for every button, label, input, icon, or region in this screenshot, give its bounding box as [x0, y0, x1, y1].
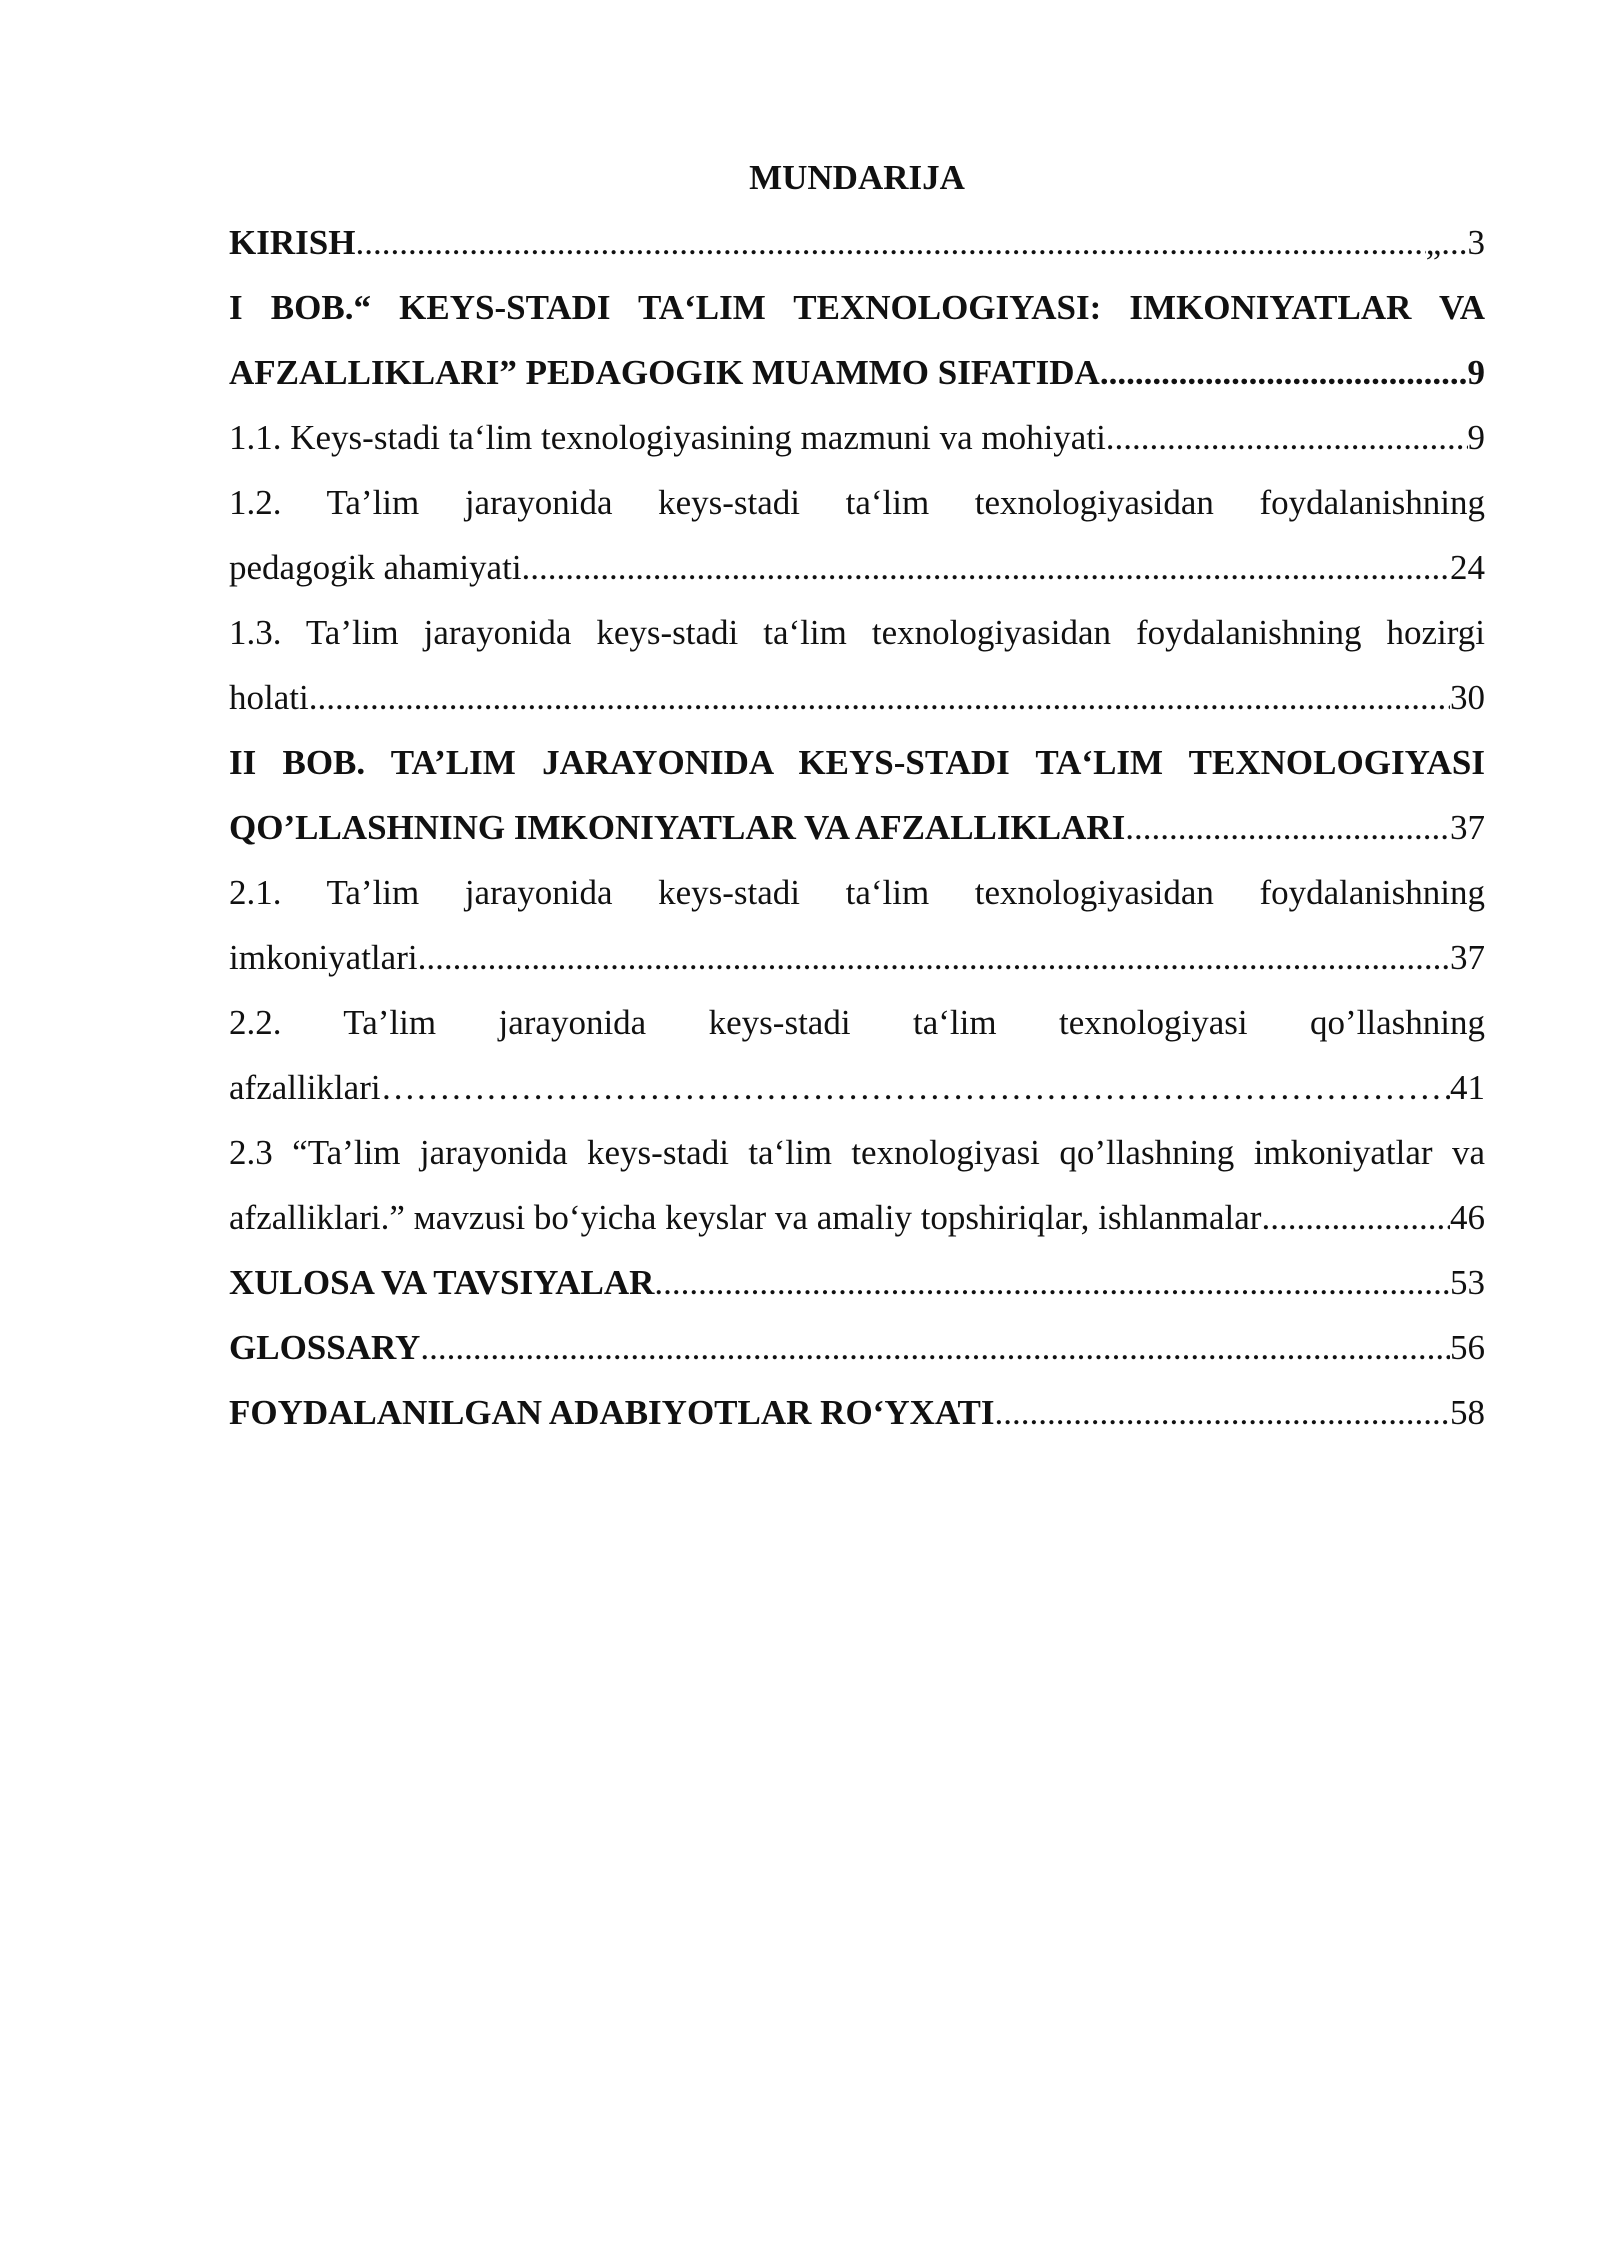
toc-page-number: 56 [1450, 1328, 1485, 1367]
toc-entry-label: AFZALLIKLARI” PEDAGOGIK MUAMMO SIFATIDA [229, 353, 1100, 392]
toc-entry-label: KIRISH [229, 223, 356, 262]
dot-leader [1261, 1185, 1450, 1250]
toc-entry-2-1-line1[interactable]: 2.1. Ta’lim jarayonida keys-stadi ta‘lim texnologiyasidan foydalanishning [229, 873, 1485, 912]
toc-entry-label: afzalliklari.” мavzusi bo‘yicha keyslar va amaliy topshiriqlar, ishlanmalar [229, 1198, 1262, 1237]
toc-page-number: 9 [1467, 418, 1485, 457]
toc-entry-1-2-line1[interactable]: 1.2. Ta’lim jarayonida keys-stadi ta‘lim texnologiyasidan foydalanishning [229, 483, 1485, 522]
dot-leader [355, 210, 1425, 275]
dot-leader [654, 1250, 1450, 1315]
dot-leader [1125, 795, 1450, 860]
toc-entry-label: pedagogik ahamiyati [229, 548, 522, 587]
toc-entry-bob1-line1[interactable]: I BOB.“ KEYS-STADI TA‘LIM TEXNOLOGIYASI: IMKONIYATLAR VA [229, 288, 1485, 327]
toc-entry-1-2-line2[interactable] [229, 535, 1485, 600]
toc-page-number: 24 [1450, 548, 1485, 587]
toc-entry-2-2-line2[interactable] [229, 1055, 1485, 1120]
toc-entry-bob1-line2[interactable] [229, 340, 1485, 405]
toc-entry-label: afzalliklari [229, 1068, 381, 1107]
dot-leader [1100, 340, 1468, 405]
toc-entry-adabiyotlar[interactable] [229, 1380, 1485, 1445]
toc-page-number: 30 [1450, 678, 1485, 717]
toc-entry-label: XULOSA VA TAVSIYALAR [229, 1263, 655, 1302]
toc-entry-glossary[interactable] [229, 1315, 1485, 1380]
dot-leader [522, 535, 1450, 600]
toc-entry-kirish[interactable] [229, 210, 1485, 275]
toc-entry-1-1[interactable] [229, 405, 1485, 470]
toc-entry-xulosa[interactable] [229, 1250, 1485, 1315]
toc-page-number: 53 [1450, 1263, 1485, 1302]
toc-entry-2-3-line2[interactable] [229, 1185, 1485, 1250]
toc-entry-label: FOYDALANILGAN ADABIYOTLAR RO‘YXATI [229, 1393, 995, 1432]
toc-page-number: 58 [1450, 1393, 1485, 1432]
toc-page-number: 41 [1450, 1068, 1485, 1107]
dot-leader [418, 925, 1450, 990]
toc-entry-1-3-line2[interactable] [229, 665, 1485, 730]
toc-entry-label: QO’LLASHNING IMKONIYATLAR VA AFZALLIKLARI [229, 808, 1126, 847]
toc-page-number: „...3 [1425, 223, 1485, 262]
toc-entry-label: imkoniyatlari [229, 938, 418, 977]
toc-entry-label: 1.1. Keys-stadi ta‘lim texnologiyasining mazmuni va mohiyati [229, 418, 1106, 457]
dot-leader [309, 665, 1450, 730]
toc-entry-1-3-line1[interactable]: 1.3. Ta’lim jarayonida keys-stadi ta‘lim texnologiyasidan foydalanishning hozirgi [229, 613, 1485, 652]
toc-entry-label: holati [229, 678, 309, 717]
dot-leader [995, 1380, 1450, 1445]
toc-entry-2-2-line1[interactable]: 2.2. Ta’lim jarayonida keys-stadi ta‘lim texnologiyasi qo’llashning [229, 1003, 1485, 1042]
table-of-contents [229, 145, 1485, 1445]
toc-page-number: 46 [1450, 1198, 1485, 1237]
toc-title: MUNDARIJA [749, 158, 965, 197]
dot-leader [381, 1055, 1450, 1120]
toc-entry-2-3-line1[interactable]: 2.3 “Ta’lim jarayonida keys-stadi ta‘lim texnologiyasi qo’llashning imkoniyatlar va [229, 1133, 1485, 1172]
toc-entry-2-1-line2[interactable] [229, 925, 1485, 990]
dot-leader [1106, 405, 1468, 470]
dot-leader [420, 1315, 1450, 1380]
toc-page-number: 37 [1450, 808, 1485, 847]
toc-entry-bob2-line1[interactable]: II BOB. TA’LIM JARAYONIDA KEYS-STADI TA‘LIM TEXNOLOGIYASI [229, 743, 1485, 782]
toc-page-number: 9 [1467, 353, 1485, 392]
toc-page-number: 37 [1450, 938, 1485, 977]
toc-entry-label: GLOSSARY [229, 1328, 421, 1367]
toc-entry-bob2-line2[interactable] [229, 795, 1485, 860]
